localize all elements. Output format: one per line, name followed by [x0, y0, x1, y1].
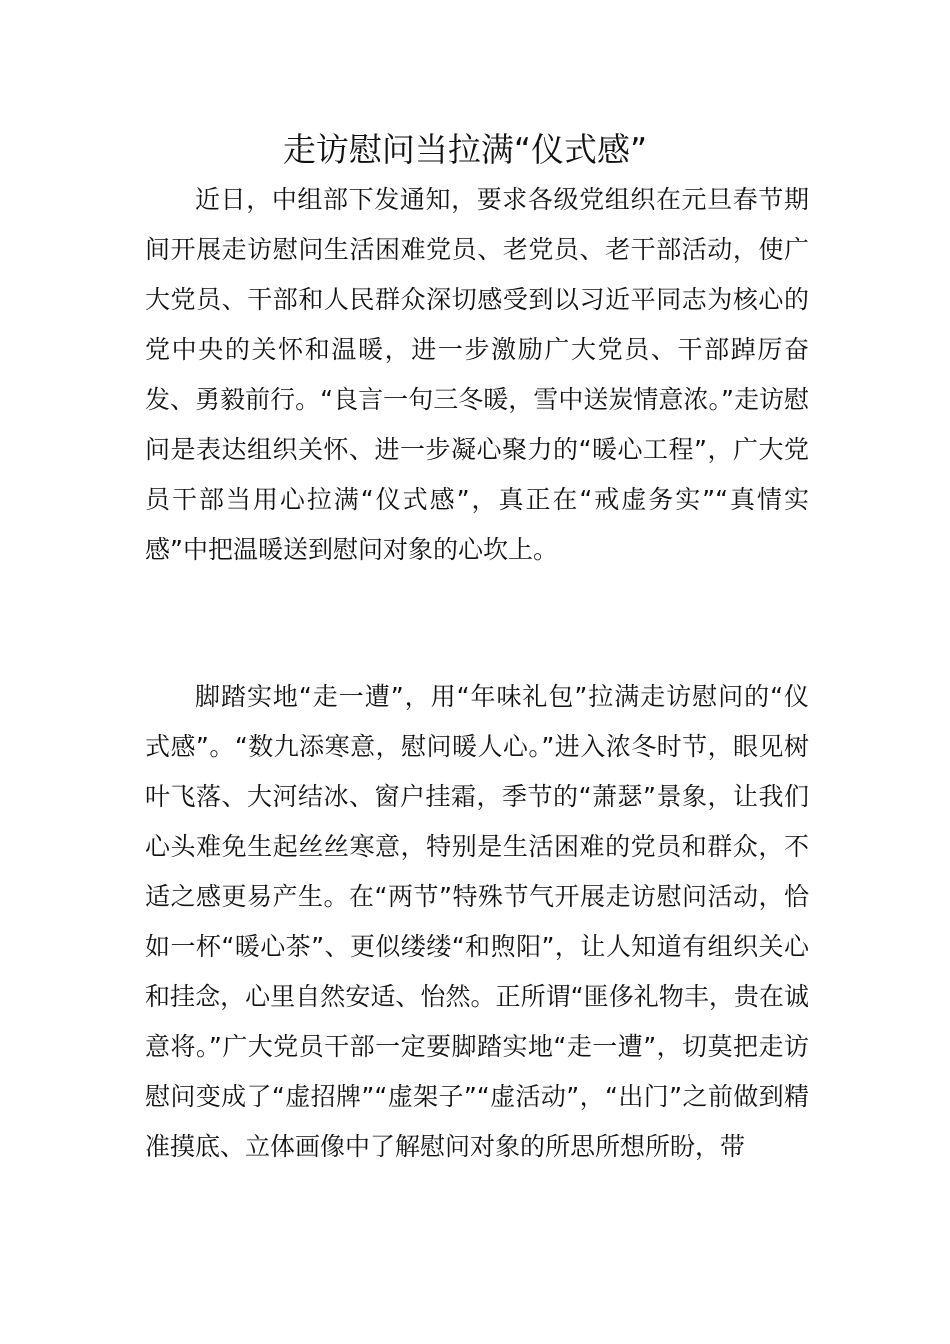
document-title: 走访慰问当拉满“仪式感” — [282, 130, 648, 169]
paragraph-1: 近日，中组部下发通知，要求各级党组织在元旦春节期间开展走访慰问生活困难党员、老党员、老干部活动，使广大党员、干部和人民群众深切感受到以习近平同志为核心的党中央的关怀和温暖，进一步激励广大党员、干部踔厉奋发、勇毅前行。“良言一句三冬暖，雪中送炭情意浓。”走访慰问是表达组织关怀、进一步凝心聚力的“暖心工程”，广大党员干部当用心拉满“仪式感”，真正在“戒虚务实”“真情实感”中把温暖送到慰问对象的心坎上。 — [145, 185, 809, 564]
paragraph-2: 脚踏实地“走一遭”，用“年味礼包”拉满走访慰问的“仪式感”。“数九添寒意，慰问暖人心。”进入浓冬时节，眼见树叶飞落、大河结冰、窗户挂霜，季节的“萧瑟”景象，让我们心头难免生起丝丝寒意，特别是生活困难的党员和群众，不适之感更易产生。在“两节”特殊节气开展走访慰问活动，恰如一杯“暖心茶”、更似缕缕“和煦阳”，让人知道有组织关心和挂念，心里自然安适、怡然。正所谓“匪侈礼物丰，贵在诚意将。”广大党员干部一定要脚踏实地“走一遭”，切莫把走访慰问变成了“虚招牌”“虚架子”“虚活动”，“出门”之前做到精准摸底、立体画像中了解慰问对象的所思所想所盼，带 — [145, 682, 809, 1161]
